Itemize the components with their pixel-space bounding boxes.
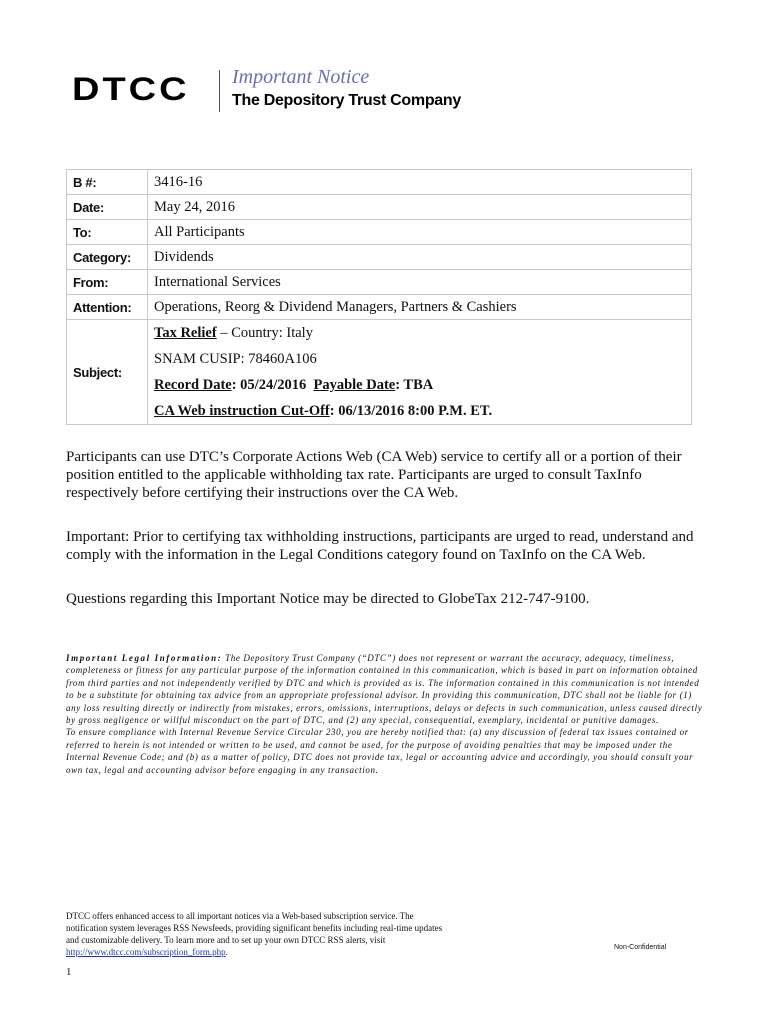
legal-heading: Important Legal Information: bbox=[66, 653, 223, 663]
date-label: Date: bbox=[67, 195, 148, 220]
subject-value bbox=[148, 320, 692, 425]
body-paragraph-important: Important: Prior to certifying tax withholding instructions, participants are urged to read, understand and comply with the information in the Legal Conditions category found on TaxInfo on the CA Web. bbox=[66, 529, 694, 563]
country-text: – Country: Italy bbox=[216, 325, 313, 341]
non-confidential-label: Non-Confidential bbox=[614, 944, 667, 951]
cutoff-value: : 06/13/2016 8:00 P.M. ET. bbox=[329, 403, 493, 419]
payable-date-label: Payable Date bbox=[313, 377, 396, 393]
to-value: All Participants bbox=[148, 220, 692, 245]
from-value: International Services bbox=[148, 270, 692, 295]
rss-footer-note bbox=[66, 910, 446, 958]
table-row bbox=[67, 295, 692, 320]
page-number: 1 bbox=[66, 966, 72, 978]
footer-link-suffix: . bbox=[225, 947, 228, 957]
from-label: From: bbox=[67, 270, 148, 295]
body-paragraph-questions: Questions regarding this Important Notice may be directed to GlobeTax 212-747-9100. bbox=[66, 591, 590, 607]
subject-line-tax-relief bbox=[154, 320, 685, 346]
subject-label: Subject: bbox=[67, 320, 148, 425]
subject-line-dates bbox=[154, 372, 685, 398]
subject-line-cusip: SNAM CUSIP: 78460A106 bbox=[154, 351, 317, 367]
tax-relief-text: Tax Relief bbox=[154, 325, 217, 341]
table-row bbox=[67, 195, 692, 220]
legal-text-circular-230: To ensure compliance with Internal Revenue Service Circular 230, you are hereby notified that: (a) any discussion of federal tax issues contained or referred to herein is not intended or written to be used, and cannot be used, for the purpose of avoiding penalties that may be imposed under the Internal Revenue Code; and (b) as a matter of policy, DTC does not provide tax, legal or accounting advice and accordingly, you should consult your own tax, legal and accounting advisor before engaging in any transaction. bbox=[66, 727, 694, 775]
table-row bbox=[67, 220, 692, 245]
to-label: To: bbox=[67, 220, 148, 245]
subscription-link[interactable]: http://www.dtcc.com/subscription_form.php bbox=[66, 947, 226, 957]
table-row bbox=[67, 320, 692, 425]
attention-label: Attention: bbox=[67, 295, 148, 320]
table-row bbox=[67, 245, 692, 270]
subject-line-cutoff bbox=[154, 398, 685, 424]
notice-info-table bbox=[66, 169, 692, 425]
payable-date-value: : TBA bbox=[395, 377, 434, 393]
table-row bbox=[67, 270, 692, 295]
body-paragraph-ca-web: Participants can use DTC’s Corporate Actions Web (CA Web) service to certify all or a portion of their position entitled to the applicable withholding tax rate. Participants are urged to consult TaxInfo respectively before certifying their instructions over the CA Web. bbox=[66, 449, 682, 501]
category-value: Dividends bbox=[148, 245, 692, 270]
record-date-value: : 05/24/2016 bbox=[231, 377, 307, 393]
dtcc-logo: DTCC bbox=[72, 72, 190, 108]
table-row bbox=[67, 170, 692, 195]
bulletin-number-value: 3416-16 bbox=[148, 170, 692, 195]
legal-information bbox=[66, 652, 708, 776]
cutoff-label: CA Web instruction Cut-Off bbox=[154, 403, 330, 419]
attention-value: Operations, Reorg & Dividend Managers, Partners & Cashiers bbox=[148, 295, 692, 320]
notice-title: Important Notice bbox=[232, 66, 370, 88]
date-value: May 24, 2016 bbox=[148, 195, 692, 220]
bulletin-number-label: B #: bbox=[67, 170, 148, 195]
record-date-label: Record Date bbox=[154, 377, 232, 393]
legal-text-disclaimer: The Depository Trust Company (“DTC”) does not represent or warrant the accuracy, adequacy, timeliness, completeness or fitness for any particular purpose of the information contained in this communication, which is based in part on information obtained from third parties and not independently verified by DTC and which is provided as is. The information contained in this communication is not intended to be a substitute for obtaining tax advice from an appropriate professional advisor. In providing this communication, DTC shall not be liable for (1) any loss resulting directly or indirectly from mistakes, errors, omissions, interruptions, delays or defects in such communication, unless caused directly by gross negligence or willful misconduct on the part of DTC, and (2) any special, consequential, exemplary, incidental or punitive damages. bbox=[66, 653, 703, 726]
category-label: Category: bbox=[67, 245, 148, 270]
company-name: The Depository Trust Company bbox=[232, 92, 461, 109]
footer-text: DTCC offers enhanced access to all important notices via a Web-based subscription service. The notification system leverages RSS Newsfeeds, providing significant benefits including real-time updates and customizable delivery. To learn more and to set up your own DTCC RSS alerts, visit bbox=[66, 911, 443, 945]
header-divider bbox=[219, 70, 220, 112]
